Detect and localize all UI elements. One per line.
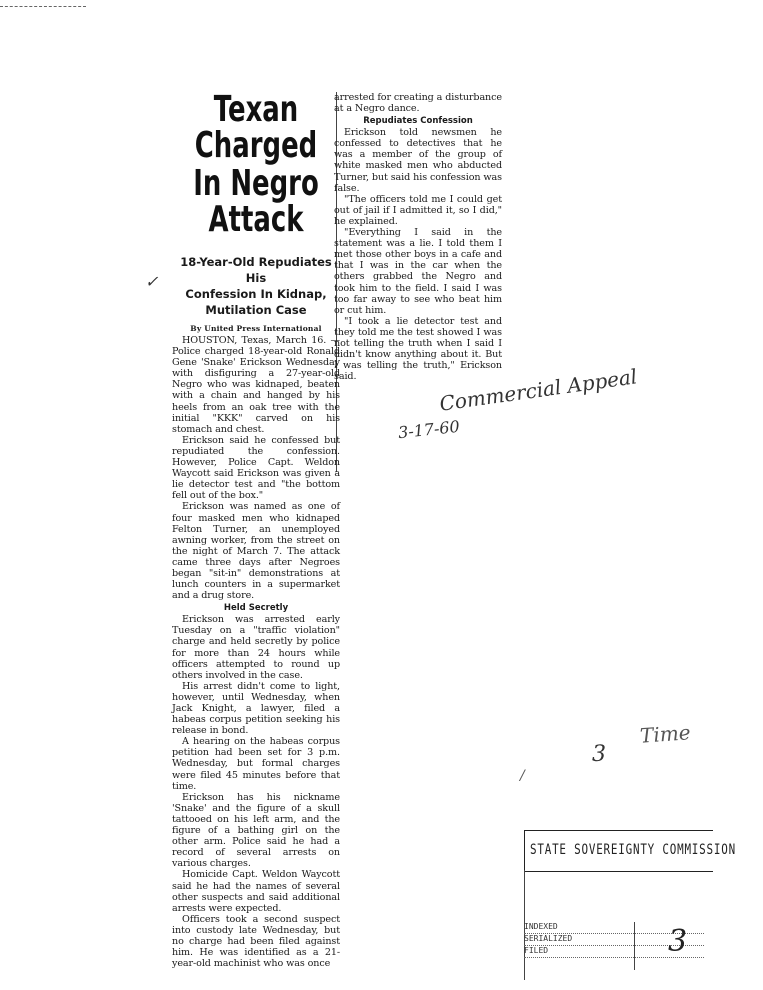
section-subhead-repudiates: Repudiates Confession [363, 116, 473, 127]
paragraph: "I took a lie detector test and they told me the test showed I was not telling the truth when I said I didn't know anything about it. But I was telling the truth," Erickson said. [334, 315, 502, 383]
paragraph: Erickson was named as one of four masked men who kidnaped Felton Turner, an unemployed awning worker, from the street on the night of March 7. The attack came three days after Negroes began "sit-in" demonstrations at lunch counters in a supermarket and a drug store. [172, 501, 340, 602]
paragraph: "The officers told me I could get out of jail if I admitted it, so I did," he explained. [334, 193, 502, 227]
subhead-line-2: Confession In Kidnap, [185, 287, 327, 301]
paragraph: Erickson was arrested early Tuesday on a "traffic violation" charge and held secretly by police for more than 24 hours while officers attempted to round up others involved in the case. [172, 614, 340, 681]
paragraph: "Everything I said in the statement was a lie. I told them I met those other boys in a cafe and that I was in the car when the others grabbed the Negro and took him to the field. I said I was too far away to see who beat him or cut him. [334, 227, 502, 316]
paragraph: Erickson has his nickname 'Snake' and the figure of a skull tattooed on his left arm, and the figure of a bathing girl on the other arm. Police said he had a record of several arrests on various charges. [172, 791, 340, 870]
paragraph: Homicide Capt. Weldon Waycott said he had the names of several other suspects and said additional arrests were expected. [172, 869, 340, 914]
handwritten-source: Commercial Appeal [438, 364, 639, 416]
stamp-field: FILED [524, 946, 704, 958]
paragraph: HOUSTON, Texas, March 16. — Police charged 18-year-old Ronald Gene 'Snake' Erickson Wednesday with disfiguring a 27-year-old Negro who was kidnaped, beaten with a chain and hanged by his heels from an oak tree with the initial "KKK" carved on his stomach and chest. [172, 335, 340, 435]
byline: By United Press International [190, 324, 322, 333]
headline [174, 89, 338, 240]
stamp-field: SERIALIZED [524, 934, 704, 946]
stamp-title: STATE SOVEREIGNTY COMMISSION [530, 842, 736, 858]
paragraph: Officers took a second suspect into custody late Wednesday, but no charge had been filed against him. He was identified as a 21-year-old machinist who was once [172, 913, 340, 970]
paragraph: A hearing on the habeas corpus petition had been set for 3 p.m. Wednesday, but formal charges were filed 45 minutes before that time. [172, 736, 340, 792]
newspaper-clipping [172, 89, 502, 970]
section-subhead-held-secretly: Held Secretly [223, 603, 289, 614]
archive-stamp [524, 830, 736, 980]
paragraph-continued: arrested for creating a disturbance at a Negro dance. [334, 92, 502, 115]
subhead-line-3: Mutilation Case [205, 303, 307, 317]
handwritten-note: Time [639, 720, 692, 748]
handwritten-stroke: / [520, 768, 525, 784]
headline-line-1: Texan Charged [194, 89, 318, 166]
paragraph: Erickson told newsmen he confessed to detectives that he was a member of the group of white masked men who abducted Turner, but said his confession was false. [334, 127, 502, 194]
handwritten-check-mark: ✓ [145, 272, 159, 291]
top-dashed-rule [0, 6, 86, 7]
handwritten-mark: 3 [592, 742, 606, 767]
article-column-2 [334, 92, 502, 382]
handwritten-date: 3-17-60 [397, 416, 461, 443]
stamp-field: INDEXED [524, 922, 704, 934]
paragraph: Erickson said he confessed but repudiated the confession. However, Police Capt. Weldon Waycott said Erickson was given a lie detector test and "the bottom fell out of the box." [172, 434, 340, 502]
stamp-handwritten-number: 3 [668, 924, 688, 959]
subheadline [172, 254, 340, 318]
article-column-1 [172, 89, 340, 970]
headline-line-2: In Negro Attack [193, 163, 319, 240]
paragraph: His arrest didn't come to light, however, until Wednesday, when Jack Knight, a lawyer, filed a habeas corpus petition seeking his release in bond. [172, 680, 340, 737]
subhead-line-1: 18-Year-Old Repudiates His [180, 255, 332, 285]
